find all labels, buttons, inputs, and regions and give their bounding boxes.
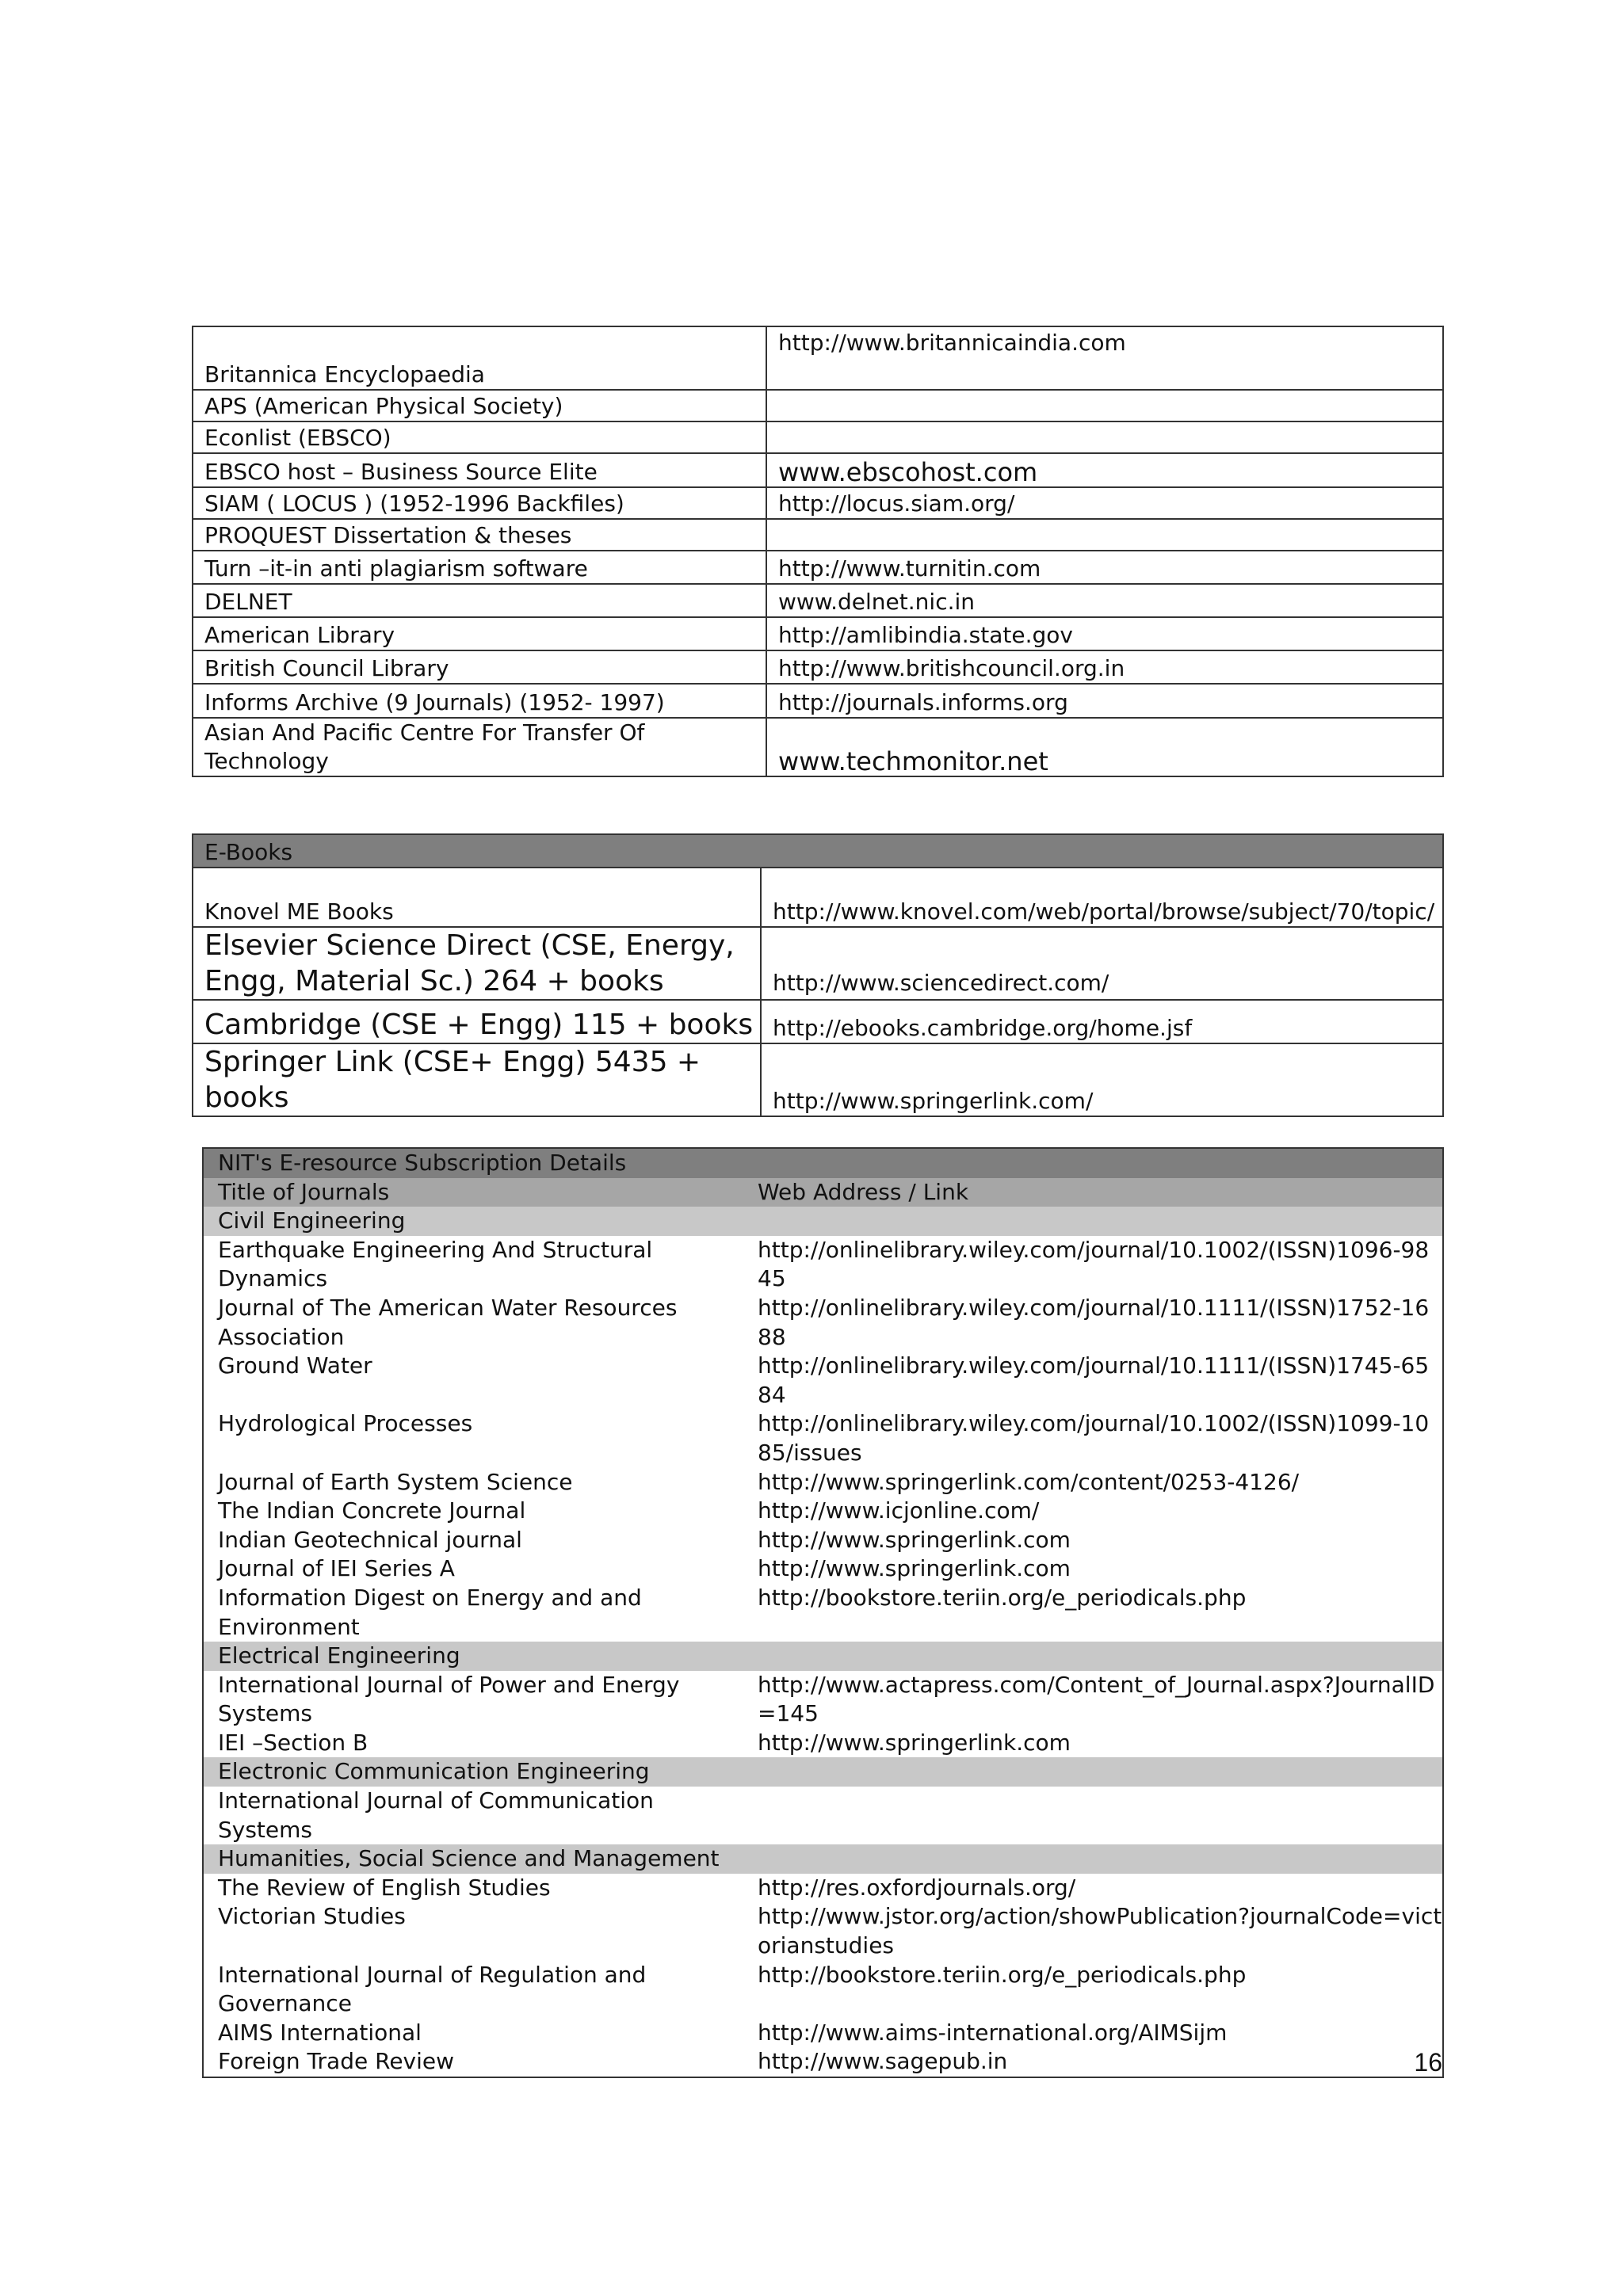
ebook-title: Elsevier Science Direct (CSE, Energy, Engg, Material Sc.) 264 + books bbox=[193, 927, 761, 1000]
journal-title: The Indian Concrete Journal bbox=[218, 1497, 526, 1524]
resource-title: Asian And Pacific Centre For Transfer Of Technology bbox=[193, 718, 766, 776]
table-row bbox=[193, 650, 1443, 684]
journal-link[interactable]: http://www.springerlink.com bbox=[758, 1526, 1071, 1553]
ebook-link[interactable]: http://www.knovel.com/web/portal/browse/subject/70/topic/ bbox=[761, 868, 1443, 927]
ebook-title: Knovel ME Books bbox=[193, 868, 761, 927]
resource-link[interactable] bbox=[766, 390, 1443, 421]
table-row bbox=[203, 1236, 1443, 1294]
journal-title: Journal of Earth System Science bbox=[218, 1468, 573, 1495]
resource-link[interactable]: www.delnet.nic.in bbox=[766, 584, 1443, 617]
journal-link[interactable]: http://www.sagepub.in bbox=[758, 2048, 1008, 2075]
journal-link[interactable]: http://www.actapress.com/Content_of_Journal.aspx?JournalID=145 bbox=[758, 1671, 1435, 1727]
resource-title: Britannica Encyclopaedia bbox=[193, 326, 766, 390]
journal-link[interactable] bbox=[743, 1787, 1443, 1844]
table-row bbox=[193, 519, 1443, 551]
table-row bbox=[193, 684, 1443, 718]
resource-title: PROQUEST Dissertation & theses bbox=[193, 519, 766, 551]
ebook-title: Springer Link (CSE+ Engg) 5435 + books bbox=[193, 1043, 761, 1116]
journal-title: International Journal of Power and Energy Systems bbox=[218, 1671, 680, 1727]
journal-title: The Review of English Studies bbox=[218, 1874, 551, 1901]
journal-title: Hydrological Processes bbox=[218, 1410, 473, 1437]
table-row bbox=[193, 584, 1443, 617]
resource-title: Informs Archive (9 Journals) (1952- 1997) bbox=[193, 684, 766, 718]
table-row bbox=[193, 927, 1443, 1000]
resource-link[interactable]: http://journals.informs.org bbox=[766, 684, 1443, 718]
table-row bbox=[203, 1352, 1443, 1409]
table-row bbox=[203, 1294, 1443, 1352]
journal-link[interactable]: http://onlinelibrary.wiley.com/journal/10.1002/(ISSN)1099-1085/issues bbox=[758, 1410, 1430, 1466]
table-row bbox=[203, 1729, 1443, 1758]
resource-link[interactable]: http://www.turnitin.com bbox=[766, 551, 1443, 584]
table-row bbox=[203, 1787, 1443, 1844]
column-header-title: Title of Journals bbox=[218, 1178, 390, 1205]
resource-link[interactable]: www.techmonitor.net bbox=[766, 718, 1443, 776]
ebooks-heading: E-Books bbox=[193, 834, 1443, 868]
table-row bbox=[193, 1043, 1443, 1116]
journal-title: Information Digest on Energy and and Environment bbox=[218, 1584, 642, 1640]
resource-title: SIAM ( LOCUS ) (1952-1996 Backfiles) bbox=[193, 487, 766, 519]
table-row bbox=[193, 551, 1443, 584]
resource-link[interactable]: http://amlibindia.state.gov bbox=[766, 617, 1443, 650]
resource-link[interactable]: www.ebscohost.com bbox=[766, 453, 1443, 487]
ebook-link[interactable]: http://www.springerlink.com/ bbox=[761, 1043, 1443, 1116]
table-row bbox=[203, 1526, 1443, 1555]
ebook-link[interactable]: http://ebooks.cambridge.org/home.jsf bbox=[761, 1000, 1443, 1043]
section-electrical-engineering: Electrical Engineering bbox=[218, 1642, 460, 1669]
table-row bbox=[193, 421, 1443, 453]
journal-link[interactable]: http://onlinelibrary.wiley.com/journal/10.1002/(ISSN)1096-9845 bbox=[758, 1236, 1430, 1292]
table-row bbox=[193, 390, 1443, 421]
table-row bbox=[203, 1497, 1443, 1526]
table-row bbox=[203, 1554, 1443, 1584]
journal-link[interactable]: http://bookstore.teriin.org/e_periodicals.php bbox=[758, 1584, 1247, 1611]
section-humanities: Humanities, Social Science and Management bbox=[218, 1845, 720, 1872]
column-header-link: Web Address / Link bbox=[758, 1178, 969, 1205]
table-row bbox=[193, 718, 1443, 776]
section-civil-engineering: Civil Engineering bbox=[218, 1207, 406, 1234]
resource-link[interactable] bbox=[766, 519, 1443, 551]
resource-title: Econlist (EBSCO) bbox=[193, 421, 766, 453]
journal-link[interactable]: http://onlinelibrary.wiley.com/journal/10.1111/(ISSN)1745-6584 bbox=[758, 1352, 1430, 1408]
journal-title: Journal of IEI Series A bbox=[218, 1555, 455, 1582]
table-row bbox=[193, 326, 1443, 390]
journal-link[interactable]: http://www.jstor.org/action/showPublication?journalCode=victorianstudies bbox=[758, 1903, 1442, 1959]
journal-link[interactable]: http://www.icjonline.com/ bbox=[758, 1497, 1040, 1524]
table-row bbox=[193, 487, 1443, 519]
ebooks-table bbox=[192, 833, 1444, 1117]
page-number: 16 bbox=[1414, 2048, 1442, 2077]
table-row bbox=[203, 1961, 1443, 2019]
journal-link[interactable]: http://bookstore.teriin.org/e_periodicals.php bbox=[758, 1961, 1247, 1988]
table-row bbox=[203, 1468, 1443, 1497]
journal-link[interactable]: http://res.oxfordjournals.org/ bbox=[758, 1874, 1076, 1901]
journal-title: Earthquake Engineering And Structural Dynamics bbox=[218, 1236, 653, 1292]
journal-title: International Journal of Communication Systems bbox=[218, 1787, 654, 1843]
journal-title: AIMS International bbox=[218, 2019, 422, 2046]
table-row bbox=[193, 453, 1443, 487]
journal-title: International Journal of Regulation and Governance bbox=[218, 1961, 647, 2017]
journal-title: IEI –Section B bbox=[218, 1729, 369, 1756]
resource-title: Turn –it-in anti plagiarism software bbox=[193, 551, 766, 584]
resource-link[interactable]: http://www.britannicaindia.com bbox=[766, 326, 1443, 390]
journal-title: Foreign Trade Review bbox=[218, 2048, 455, 2075]
eresources-table bbox=[192, 326, 1444, 777]
table-row bbox=[193, 1000, 1443, 1043]
journal-link[interactable]: http://www.aims-international.org/AIMSijm bbox=[758, 2019, 1228, 2046]
table-row bbox=[203, 1409, 1443, 1467]
journal-link[interactable]: http://www.springerlink.com bbox=[758, 1555, 1071, 1582]
resource-title: British Council Library bbox=[193, 650, 766, 684]
journal-title: Victorian Studies bbox=[218, 1903, 406, 1930]
table-row bbox=[193, 868, 1443, 927]
resource-title: APS (American Physical Society) bbox=[193, 390, 766, 421]
table-row bbox=[203, 1902, 1443, 1960]
ebook-link[interactable]: http://www.sciencedirect.com/ bbox=[761, 927, 1443, 1000]
resource-link[interactable]: http://www.britishcouncil.org.in bbox=[766, 650, 1443, 684]
journal-title: Ground Water bbox=[218, 1352, 372, 1379]
section-electronic-communication-engineering: Electronic Communication Engineering bbox=[218, 1758, 650, 1785]
journal-title: Journal of The American Water Resources Association bbox=[218, 1294, 678, 1350]
journal-link[interactable]: http://www.springerlink.com bbox=[758, 1729, 1071, 1756]
journal-link[interactable]: http://onlinelibrary.wiley.com/journal/10.1111/(ISSN)1752-1688 bbox=[758, 1294, 1430, 1350]
table-row bbox=[203, 1671, 1443, 1729]
table-row bbox=[203, 2019, 1443, 2048]
resource-link[interactable] bbox=[766, 421, 1443, 453]
resource-title: EBSCO host – Business Source Elite bbox=[193, 453, 766, 487]
ebook-title: Cambridge (CSE + Engg) 115 + books bbox=[193, 1000, 761, 1043]
resource-title: American Library bbox=[193, 617, 766, 650]
journal-link[interactable]: http://www.springerlink.com/content/0253-4126/ bbox=[758, 1468, 1300, 1495]
resource-link[interactable]: http://locus.siam.org/ bbox=[766, 487, 1443, 519]
table-row bbox=[193, 617, 1443, 650]
resource-title: DELNET bbox=[193, 584, 766, 617]
table-row bbox=[203, 1874, 1443, 1903]
subscription-heading: NIT's E-resource Subscription Details bbox=[203, 1148, 1443, 1178]
subscription-table bbox=[202, 1147, 1444, 2078]
table-row bbox=[203, 2047, 1443, 2077]
table-row bbox=[203, 1584, 1443, 1642]
journal-title: Indian Geotechnical journal bbox=[218, 1526, 522, 1553]
